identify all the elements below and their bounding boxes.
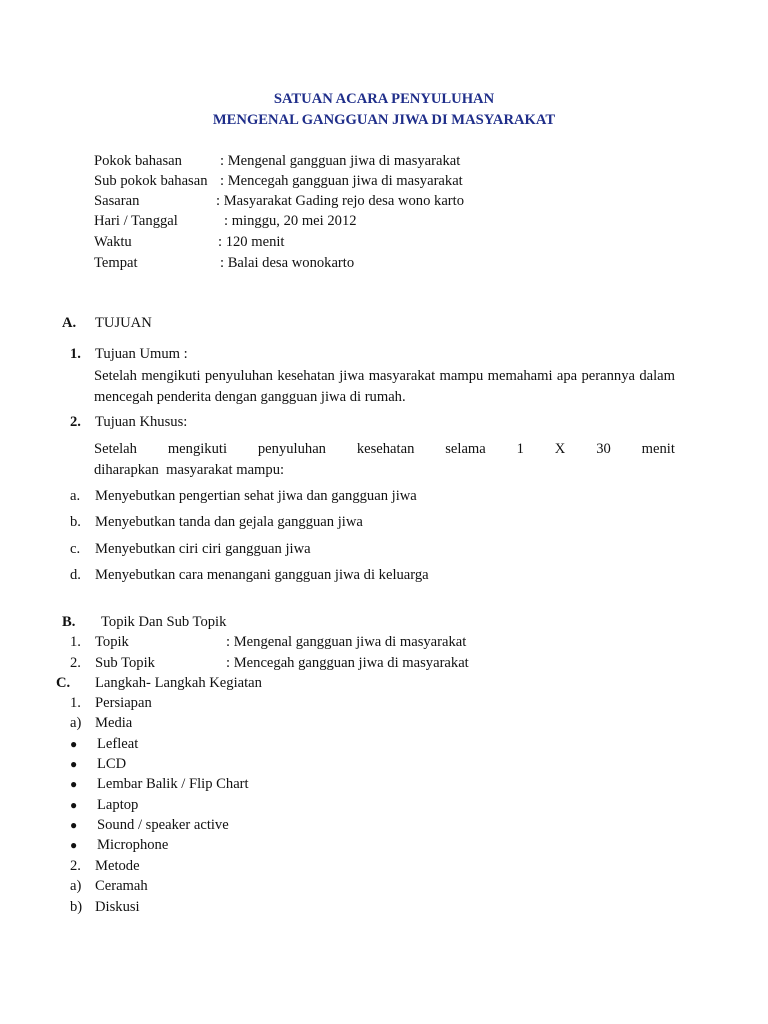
- tujuan-item-text: Menyebutkan tanda dan gejala gangguan jiwa: [95, 514, 363, 530]
- tujuan-item-text: Menyebutkan cara menangani gangguan jiwa di keluarga: [95, 567, 429, 583]
- info-value-tempat: : Balai desa wonokarto: [220, 255, 355, 271]
- info-label-hari-tanggal: Hari / Tanggal: [94, 213, 178, 229]
- info-label-pokok-bahasan: Pokok bahasan: [94, 153, 182, 169]
- info-label-tempat: Tempat: [94, 255, 138, 271]
- tujuan-item-marker: c.: [70, 541, 81, 557]
- info-value-sasaran: : Masyarakat Gading rejo desa wono karto: [216, 193, 465, 209]
- info-value-hari-tanggal: : minggu, 20 mei 2012: [224, 213, 357, 229]
- bullet-icon: ●: [70, 737, 78, 751]
- topik-label: Topik: [95, 634, 129, 650]
- media-item: Lefleat: [97, 736, 139, 752]
- metode-number: 2.: [70, 858, 81, 874]
- persiapan-title: Persiapan: [95, 695, 152, 711]
- media-item: Laptop: [97, 797, 139, 813]
- tujuan-item-text: Menyebutkan pengertian sehat jiwa dan gangguan jiwa: [95, 488, 417, 504]
- tujuan-khusus-word: menit: [641, 441, 675, 457]
- bullet-icon: ●: [70, 798, 78, 812]
- media-item: Sound / speaker active: [97, 817, 229, 833]
- tujuan-item-marker: b.: [70, 514, 81, 530]
- section-b-title: Topik Dan Sub Topik: [101, 614, 227, 630]
- media-title: Media: [95, 715, 133, 731]
- bullet-icon: ●: [70, 838, 78, 852]
- tujuan-item-marker: a.: [70, 488, 81, 504]
- tujuan-umum-title: Tujuan Umum :: [95, 346, 188, 362]
- section-a-letter: A.: [62, 315, 77, 331]
- media-item: LCD: [97, 756, 127, 772]
- bullet-icon: ●: [70, 777, 78, 791]
- metode-item-marker: b): [70, 899, 83, 915]
- metode-title: Metode: [95, 858, 140, 874]
- persiapan-number: 1.: [70, 695, 81, 711]
- tujuan-khusus-word: Setelah: [94, 441, 137, 457]
- tujuan-khusus-word: 1: [516, 441, 524, 457]
- tujuan-khusus-word: kesehatan: [356, 441, 415, 457]
- tujuan-umum-number: 1.: [70, 346, 81, 362]
- info-value-waktu: : 120 menit: [218, 234, 285, 250]
- topik-number: 1.: [70, 634, 81, 650]
- metode-item-text: Diskusi: [95, 899, 140, 915]
- section-b-letter: B.: [62, 614, 76, 630]
- document-subtitle: MENGENAL GANGGUAN JIWA DI MASYARAKAT: [212, 112, 556, 128]
- document-title: SATUAN ACARA PENYULUHAN: [273, 91, 495, 107]
- section-c-title: Langkah- Langkah Kegiatan: [95, 675, 262, 691]
- tujuan-khusus-word: selama: [445, 441, 486, 457]
- media-item: Lembar Balik / Flip Chart: [97, 776, 249, 792]
- tujuan-khusus-line2: diharapkan masyarakat mampu:: [94, 462, 285, 478]
- topik-value: : Mengenal gangguan jiwa di masyarakat: [226, 634, 467, 650]
- tujuan-khusus-title: Tujuan Khusus:: [95, 414, 188, 430]
- media-marker: a): [70, 715, 82, 731]
- media-item: Microphone: [97, 837, 169, 853]
- info-label-sub-pokok-bahasan: Sub pokok bahasan: [94, 173, 208, 189]
- bullet-icon: ●: [70, 818, 78, 832]
- metode-item-marker: a): [70, 878, 82, 894]
- info-label-waktu: Waktu: [94, 234, 132, 250]
- tujuan-item-text: Menyebutkan ciri ciri gangguan jiwa: [95, 541, 311, 557]
- tujuan-khusus-word: X: [554, 441, 566, 457]
- tujuan-khusus-word: 30: [596, 441, 611, 457]
- tujuan-umum-text: Setelah mengikuti penyuluhan kesehatan jiwa masyarakat mampu memahami apa perannya dalam mencegah penderita dengan gangguan jiwa di rumah.: [94, 368, 675, 405]
- info-value-pokok-bahasan: : Mengenal gangguan jiwa di masyarakat: [220, 153, 461, 169]
- tujuan-khusus-word: mengikuti: [167, 441, 228, 457]
- tujuan-item-marker: d.: [70, 567, 81, 583]
- info-label-sasaran: Sasaran: [94, 193, 140, 209]
- section-a-title: TUJUAN: [95, 315, 152, 331]
- section-c-letter: C.: [56, 675, 71, 691]
- tujuan-khusus-number: 2.: [70, 414, 81, 430]
- bullet-icon: ●: [70, 757, 78, 771]
- sub-topik-label: Sub Topik: [95, 655, 155, 671]
- sub-topik-value: : Mencegah gangguan jiwa di masyarakat: [226, 655, 469, 671]
- tujuan-khusus-line1: [94, 440, 675, 458]
- metode-item-text: Ceramah: [95, 878, 148, 894]
- tujuan-khusus-word: penyuluhan: [257, 441, 326, 457]
- info-value-sub-pokok-bahasan: : Mencegah gangguan jiwa di masyarakat: [220, 173, 463, 189]
- sub-topik-number: 2.: [70, 655, 81, 671]
